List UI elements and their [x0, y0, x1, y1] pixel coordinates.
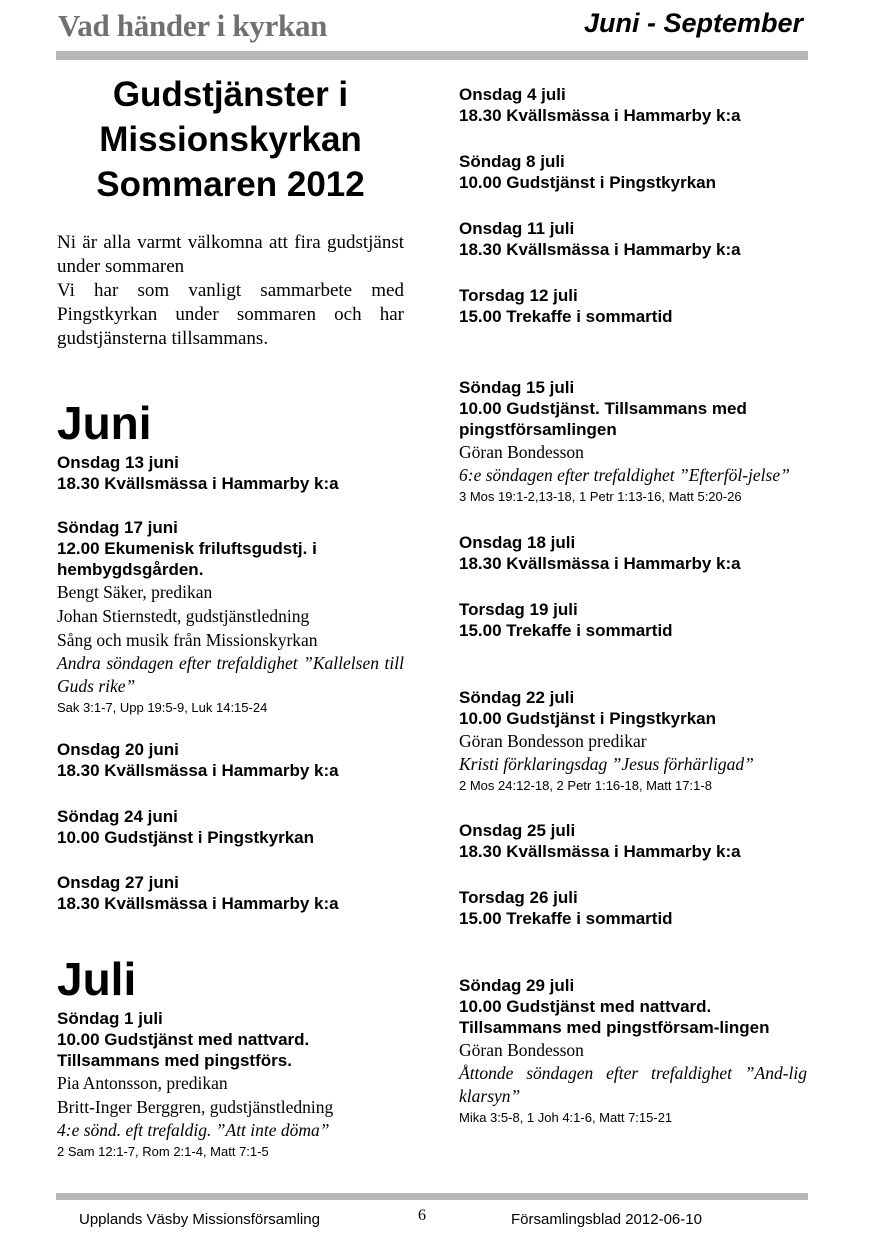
event-service: 18.30 Kvällsmässa i Hammarby k:a: [459, 554, 741, 573]
event-entry: [459, 887, 807, 929]
event-date: Onsdag 13 juni: [57, 453, 179, 472]
event-date: Söndag 29 juli: [459, 976, 575, 995]
event-entry: [57, 872, 404, 914]
event-date: Torsdag 12 juli: [459, 286, 578, 305]
event-date: Söndag 22 juli: [459, 688, 575, 707]
event-bible-refs: 3 Mos 19:1-2,13-18, 1 Petr 1:13-16, Matt 5:20-26: [459, 489, 742, 504]
event-entry: [57, 452, 404, 494]
footer-issue: Församlingsblad 2012-06-10: [511, 1211, 702, 1228]
event-date: Söndag 15 juli: [459, 378, 575, 397]
event-entry: [57, 739, 404, 781]
event-entry: [459, 84, 807, 126]
event-service: 10.00 Gudstjänst. Tillsammans med pingstförsamlingen: [459, 399, 747, 439]
juli-event-list: [57, 1008, 404, 1161]
event-entry: [459, 532, 807, 574]
event-theme: Åttonde söndagen efter trefaldighet ”And-lig klarsyn”: [459, 1063, 807, 1106]
event-date: Onsdag 4 juli: [459, 85, 566, 104]
month-heading-juli: Juli: [57, 953, 137, 1005]
title-line: Missionskyrkan: [99, 120, 362, 159]
event-service: 18.30 Kvällsmässa i Hammarby k:a: [57, 894, 339, 913]
title-line: Sommaren 2012: [96, 165, 365, 204]
event-service: 10.00 Gudstjänst med nattvard.: [459, 997, 712, 1016]
event-theme: 4:e sönd. eft trefaldig. ”Att inte döma”: [57, 1120, 330, 1140]
event-entry: [459, 151, 807, 193]
event-service: 15.00 Trekaffe i sommartid: [459, 621, 673, 640]
event-participant: Pia Antonsson, predikan: [57, 1073, 228, 1093]
event-theme: Andra söndagen efter trefaldighet ”Kallelsen till Guds rike”: [57, 653, 404, 696]
event-bible-refs: Sak 3:1-7, Upp 19:5-9, Luk 14:15-24: [57, 700, 268, 715]
event-participant: Göran Bondesson: [459, 442, 584, 462]
event-service: 18.30 Kvällsmässa i Hammarby k:a: [459, 106, 741, 125]
event-service: 15.00 Trekaffe i sommartid: [459, 307, 673, 326]
event-service: Tillsammans med pingstförsam-lingen: [459, 1018, 770, 1037]
event-entry: [459, 285, 807, 327]
event-date: Onsdag 18 juli: [459, 533, 576, 552]
intro-text: Ni är alla varmt välkomna att fira gudstjänst under sommaren Vi har som vanligt sammarbete med Pingstkyrkan under sommaren och har gudstjänsterna tillsammans.: [57, 232, 404, 349]
footer-organization: Upplands Väsby Missionsförsamling: [79, 1211, 320, 1228]
event-participant: Göran Bondesson: [459, 1040, 584, 1060]
event-service: 18.30 Kvällsmässa i Hammarby k:a: [459, 240, 741, 259]
event-participant: Göran Bondesson predikar: [459, 731, 647, 751]
event-entry: [459, 377, 807, 506]
event-participant: Sång och musik från Missionskyrkan: [57, 630, 318, 650]
event-service: 18.30 Kvällsmässa i Hammarby k:a: [459, 842, 741, 861]
event-service: 12.00 Ekumenisk friluftsgudstj. i hembygdsgården.: [57, 539, 317, 579]
event-entry: [459, 599, 807, 641]
event-service: 10.00 Gudstjänst i Pingstkyrkan: [459, 709, 716, 728]
newsletter-period: Juni - September: [583, 8, 803, 38]
event-entry: [57, 1008, 404, 1161]
event-theme: Kristi förklaringsdag ”Jesus förhärligad”: [459, 754, 754, 774]
event-service: 10.00 Gudstjänst med nattvard.: [57, 1030, 310, 1049]
event-service: 18.30 Kvällsmässa i Hammarby k:a: [57, 761, 339, 780]
event-bible-refs: Mika 3:5-8, 1 Joh 4:1-6, Matt 7:15-21: [459, 1110, 673, 1125]
month-heading-juni: Juni: [57, 397, 152, 449]
event-theme: 6:e söndagen efter trefaldighet ”Efterföl-jelse”: [459, 465, 790, 485]
event-entry: [459, 218, 807, 260]
page-number: 6: [418, 1207, 426, 1224]
event-service: Tillsammans med pingstförs.: [57, 1051, 292, 1070]
left-column: [57, 66, 404, 1161]
event-date: Söndag 24 juni: [57, 807, 178, 826]
right-column: [459, 66, 807, 1127]
event-entry: [459, 975, 807, 1127]
title-line: Gudstjänster i: [112, 75, 349, 114]
event-entry: [459, 820, 807, 862]
event-date: Söndag 1 juli: [57, 1009, 163, 1028]
juni-event-list: [57, 452, 404, 914]
event-date: Onsdag 25 juli: [459, 821, 576, 840]
event-date: Onsdag 11 juli: [459, 219, 575, 238]
event-participant: Johan Stiernstedt, gudstjänstledning: [57, 606, 310, 626]
page-title: [57, 72, 404, 207]
event-entry: [459, 687, 807, 795]
event-service: 10.00 Gudstjänst i Pingstkyrkan: [57, 828, 314, 847]
event-entry: [57, 517, 404, 717]
event-service: 15.00 Trekaffe i sommartid: [459, 909, 673, 928]
event-service: 18.30 Kvällsmässa i Hammarby k:a: [57, 474, 339, 493]
event-date: Torsdag 26 juli: [459, 888, 578, 907]
event-bible-refs: 2 Sam 12:1-7, Rom 2:1-4, Matt 7:1-5: [57, 1144, 269, 1159]
header-rule: [56, 51, 808, 60]
event-date: Onsdag 20 juni: [57, 740, 179, 759]
event-service: 10.00 Gudstjänst i Pingstkyrkan: [459, 173, 716, 192]
event-entry: [57, 806, 404, 848]
event-date: Onsdag 27 juni: [57, 873, 179, 892]
event-participant: Bengt Säker, predikan: [57, 582, 213, 602]
newsletter-section-title: Vad händer i kyrkan: [58, 8, 328, 43]
event-date: Söndag 8 juli: [459, 152, 565, 171]
event-date: Torsdag 19 juli: [459, 600, 578, 619]
footer-rule: [56, 1193, 808, 1200]
event-participant: Britt-Inger Berggren, gudstjänstledning: [57, 1097, 334, 1117]
event-bible-refs: 2 Mos 24:12-18, 2 Petr 1:16-18, Matt 17:1-8: [459, 778, 712, 793]
event-date: Söndag 17 juni: [57, 518, 178, 537]
juli-event-list-continued: [459, 84, 807, 1127]
